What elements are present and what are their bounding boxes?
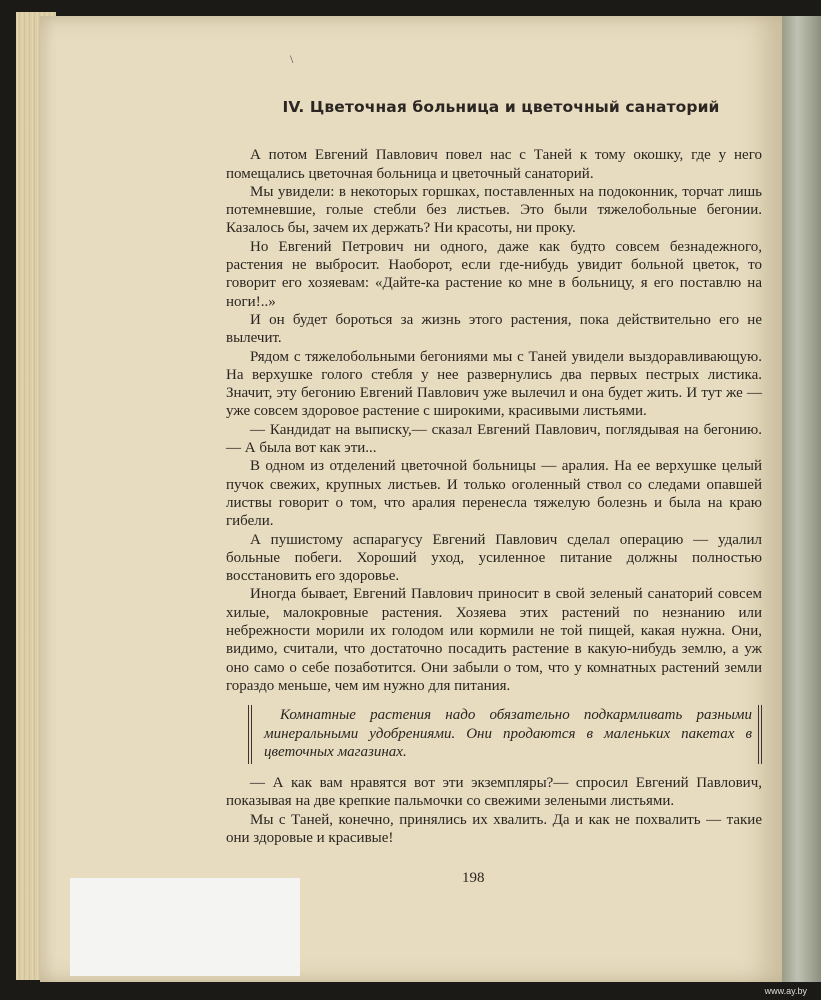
tip-text: Комнатные растения надо обязательно подкармливать разными минеральными удобрениями. Они продаются в маленьких пакетах в цветочных магазинах. <box>264 707 752 760</box>
book-spine <box>782 16 821 982</box>
paragraph: — А как вам нравятся вот эти экземпляры?— спросил Евгений Павлович, показывая на две крепкие пальмочки со свежими зелеными листьями. <box>226 775 762 810</box>
paragraph: В одном из отделений цветочной больницы — аралия. На ее верхушке целый пучок свежих, крупных листьев. И только оголенный ствол со следами опавшей листвы говорит о том, что аралия перенесла тяжелую болезнь и была на краю гибели. <box>226 458 762 530</box>
paragraph: — Кандидат на выписку,— сказал Евгений Павлович, поглядывая на бегонию.— А была вот как эти... <box>226 421 762 457</box>
page-content <box>226 98 762 847</box>
chapter-title: IV. Цветочная больница и цветочный санаторий <box>282 98 720 116</box>
paragraph: Мы увидели: в некоторых горшках, поставленных на подоконник, торчат лишь потемневшие, голые стебли без листьев. Это были тяжелобольные бегонии. Казалось бы, зачем их держать? Ни красоты, ни проку. <box>226 183 762 237</box>
watermark: www.ay.by <box>764 986 807 996</box>
paragraph: Но Евгений Петрович ни одного, даже как будто совсем безнадежного, растения не выбросит. Наоборот, если где-нибудь увидит больной цветок, то говорит его хозяевам: «Дайте-ка растение ко мне в больницу, я его поставлю на ноги!..» <box>226 238 762 310</box>
paragraph: Иногда бывает, Евгений Павлович приносит в свой зеленый санаторий совсем хилые, малокровные растения. Хозяева этих растений по незнанию или небрежности морили их голодом или кормили не той пищей, какая нужна. Они, видимо, считали, что достаточно посадить растение в какую-нибудь землю, а уж оно само о себе позаботится. Они забыли о том, что у комнатных растений земли гораздо меньше, чем им нужно для питания. <box>226 586 762 694</box>
page-number: 198 <box>462 870 485 886</box>
paragraph: А пушистому аспарагусу Евгений Павлович сделал операцию — удалил больные побеги. Хороший уход, усиленное питание должны полностью восстановить его здоровье. <box>226 531 762 585</box>
body-text-after <box>226 774 762 847</box>
tip-box <box>248 705 762 764</box>
body-text-before <box>226 146 762 695</box>
paragraph: Рядом с тяжелобольными бегониями мы с Таней увидели выздоравливающую. На верхушке голого стебля у нее развернулись два первых пестрых листика. Значит, эту бегонию Евгений Павлович уже вылечил и она будет жить. И тут же — уже совсем здоровое растение с широкими, красивыми листьями. <box>226 348 762 420</box>
pen-mark: \ <box>290 52 294 66</box>
paragraph: А потом Евгений Павлович повел нас с Таней к тому окошку, где у него помещались цветочная больница и цветочный санаторий. <box>226 147 762 182</box>
paragraph: И он будет бороться за жизнь этого растения, пока действительно его не вылечит. <box>226 311 762 347</box>
white-sticker <box>70 878 300 976</box>
paragraph: Мы с Таней, конечно, принялись их хвалить. Да и как не похвалить — такие они здоровые и красивые! <box>226 811 762 846</box>
